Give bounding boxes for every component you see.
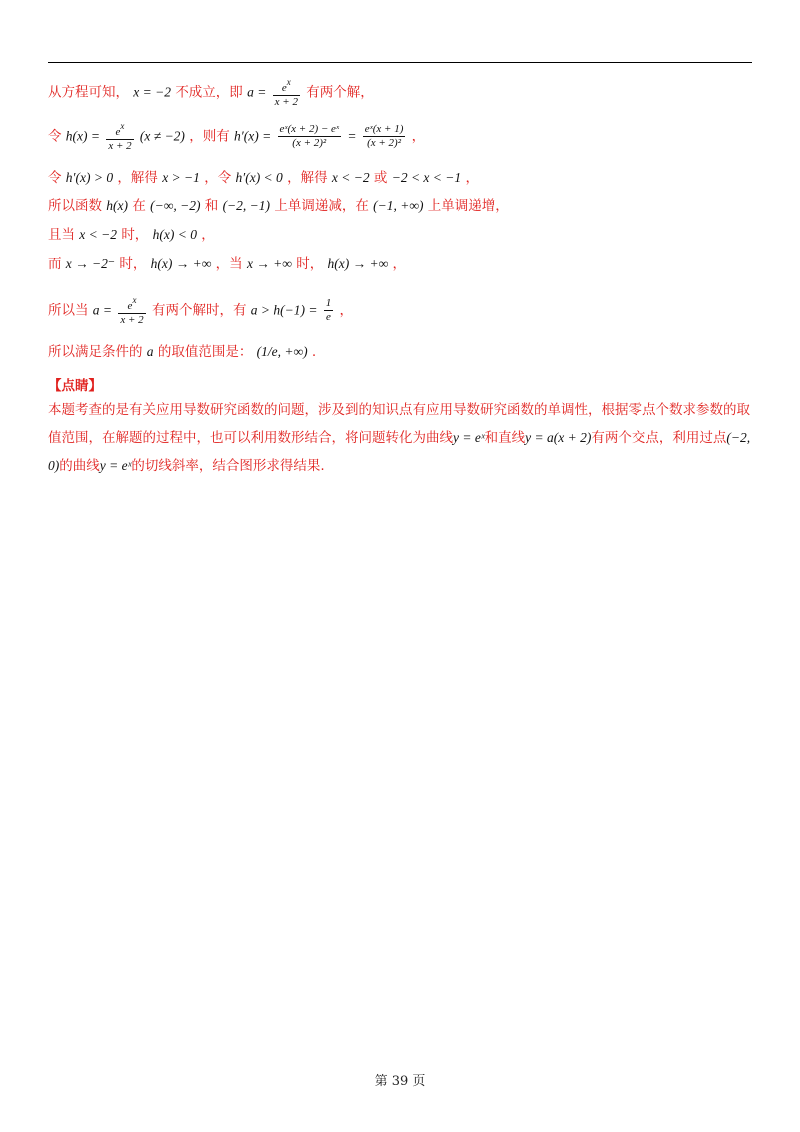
- solution-line-1: [48, 76, 374, 109]
- math-inline: y = eˣ: [453, 430, 485, 445]
- math-inline: h(x) < 0: [152, 227, 197, 242]
- line-text: ，: [411, 128, 426, 145]
- line-text: ，: [339, 302, 354, 319]
- line-text: 在: [132, 198, 146, 214]
- fraction-numerator: e: [115, 126, 121, 138]
- math-inline: h′(x) < 0: [235, 170, 283, 185]
- math-inline: (−∞, −2): [150, 198, 201, 213]
- math-inline: a =: [92, 302, 113, 318]
- math-inline: h′(x) =: [234, 128, 272, 144]
- fraction-denominator: x + 2: [274, 96, 298, 108]
- line-text: 令: [48, 170, 62, 186]
- exponent: x: [286, 77, 291, 87]
- line-text: 而: [48, 256, 62, 272]
- line-text: 的取值范围是：: [157, 344, 253, 360]
- math-inline: x → +∞: [246, 256, 292, 271]
- exponent: x: [120, 121, 125, 131]
- line-text: 上单调递增，: [427, 198, 509, 214]
- line-text: ，令: [204, 170, 232, 186]
- fraction: [106, 120, 133, 153]
- fraction-numerator: 1: [325, 297, 332, 309]
- comment-text: 和直线: [484, 430, 526, 446]
- fraction-denominator: (x + 2)²: [367, 137, 402, 149]
- math-inline: (−2, −1): [222, 198, 271, 213]
- math-inline: h(x): [106, 198, 129, 213]
- fraction: [273, 76, 300, 109]
- solution-line-5: [48, 225, 215, 245]
- page-number: 第 39 页: [374, 1074, 426, 1089]
- comment-heading: [48, 376, 102, 396]
- line-text: 时，: [119, 256, 147, 272]
- fraction-denominator: (x + 2)²: [292, 137, 327, 149]
- line-text: ，: [465, 170, 479, 186]
- exponent: x: [132, 295, 137, 305]
- solution-line-7: [48, 294, 353, 327]
- math-inline: −2 < x < −1: [391, 170, 462, 185]
- solution-line-8: [48, 342, 316, 362]
- line-text: 所以函数: [48, 198, 102, 214]
- math-inline: x < −2: [79, 227, 118, 242]
- line-text: 或: [373, 170, 388, 186]
- math-inline: x > −1: [162, 170, 200, 185]
- line-text: 和: [204, 198, 219, 214]
- fraction-numerator: e: [281, 82, 287, 94]
- line-text: 有两个解时，有: [151, 302, 247, 319]
- comment-tag: 【点睛】: [48, 378, 102, 394]
- header-rule: [48, 62, 752, 63]
- fraction-numerator: eˣ(x + 1): [364, 123, 404, 135]
- math-inline: h′(x) > 0: [65, 170, 114, 185]
- math-inline: y = a(x + 2): [525, 430, 592, 445]
- math-inline: x < −2: [331, 170, 370, 185]
- comment-text: 的曲线: [59, 458, 100, 474]
- line-text: ，: [201, 227, 215, 243]
- math-inline: x → −2⁻: [65, 256, 116, 271]
- math-inline: (−2, 0): [48, 430, 751, 473]
- solution-line-2: [48, 120, 425, 153]
- fraction-numerator: e: [127, 300, 133, 312]
- comment-text: 本题考查的是有关应用导数研究函数的问题，涉及到的知识点有应用导数研究函数的单调性，根据零点个数求参数的取值范围，在解题的过程中，也可以利用数形结合，将问题转化为曲线: [48, 402, 750, 446]
- math-inline: h(x) =: [65, 128, 101, 144]
- line-text: 时，: [121, 227, 149, 243]
- line-text: 令: [48, 128, 62, 145]
- line-text: 所以满足条件的: [48, 344, 143, 360]
- line-text: ，当: [215, 256, 243, 272]
- line-text: .: [311, 344, 317, 360]
- math-inline: a > h(−1) =: [250, 302, 318, 318]
- math-inline: x = −2: [133, 84, 172, 100]
- line-text: ，: [392, 256, 407, 272]
- fraction-denominator: x + 2: [108, 140, 132, 152]
- fraction: [363, 123, 406, 150]
- line-text: 所以当: [48, 302, 89, 319]
- line-text: 时，: [296, 256, 324, 272]
- solution-line-3: [48, 168, 479, 188]
- line-text: ，则有: [189, 128, 230, 145]
- fraction-denominator: x + 2: [120, 314, 144, 326]
- math-inline: y = eˣ: [99, 458, 132, 473]
- math-inline: a: [146, 344, 154, 359]
- math-inline: (−1, +∞): [373, 198, 424, 213]
- solution-line-6: [48, 254, 406, 274]
- fraction: [118, 294, 145, 327]
- line-text: 有两个解，: [306, 84, 374, 101]
- fraction: [278, 123, 342, 150]
- line-text: 且当: [48, 227, 75, 243]
- line-text: 不成立，即: [175, 84, 243, 101]
- page-footer: [0, 1070, 800, 1089]
- line-text: ，解得: [117, 170, 158, 186]
- math-inline: h(x) → +∞: [327, 256, 389, 271]
- line-text: ，解得: [287, 170, 328, 186]
- line-text: 从方程可知，: [48, 84, 129, 101]
- fraction: [324, 297, 334, 324]
- math-inline: =: [347, 128, 357, 144]
- comment-text: 有两个交点，利用过点: [591, 430, 727, 446]
- fraction-numerator: eˣ(x + 2) − eˣ: [279, 123, 340, 135]
- comment-paragraph: [48, 396, 752, 480]
- math-inline: h(x) → +∞: [150, 256, 212, 271]
- fraction-denominator: e: [326, 311, 331, 323]
- math-inline: (x ≠ −2): [139, 128, 185, 144]
- math-inline: (1/e, +∞): [256, 344, 308, 359]
- solution-line-4: [48, 196, 509, 216]
- math-inline: a =: [247, 84, 267, 100]
- comment-text: 的切线斜率，结合图形求得结果.: [131, 458, 325, 474]
- line-text: 上单调递减，在: [274, 198, 369, 214]
